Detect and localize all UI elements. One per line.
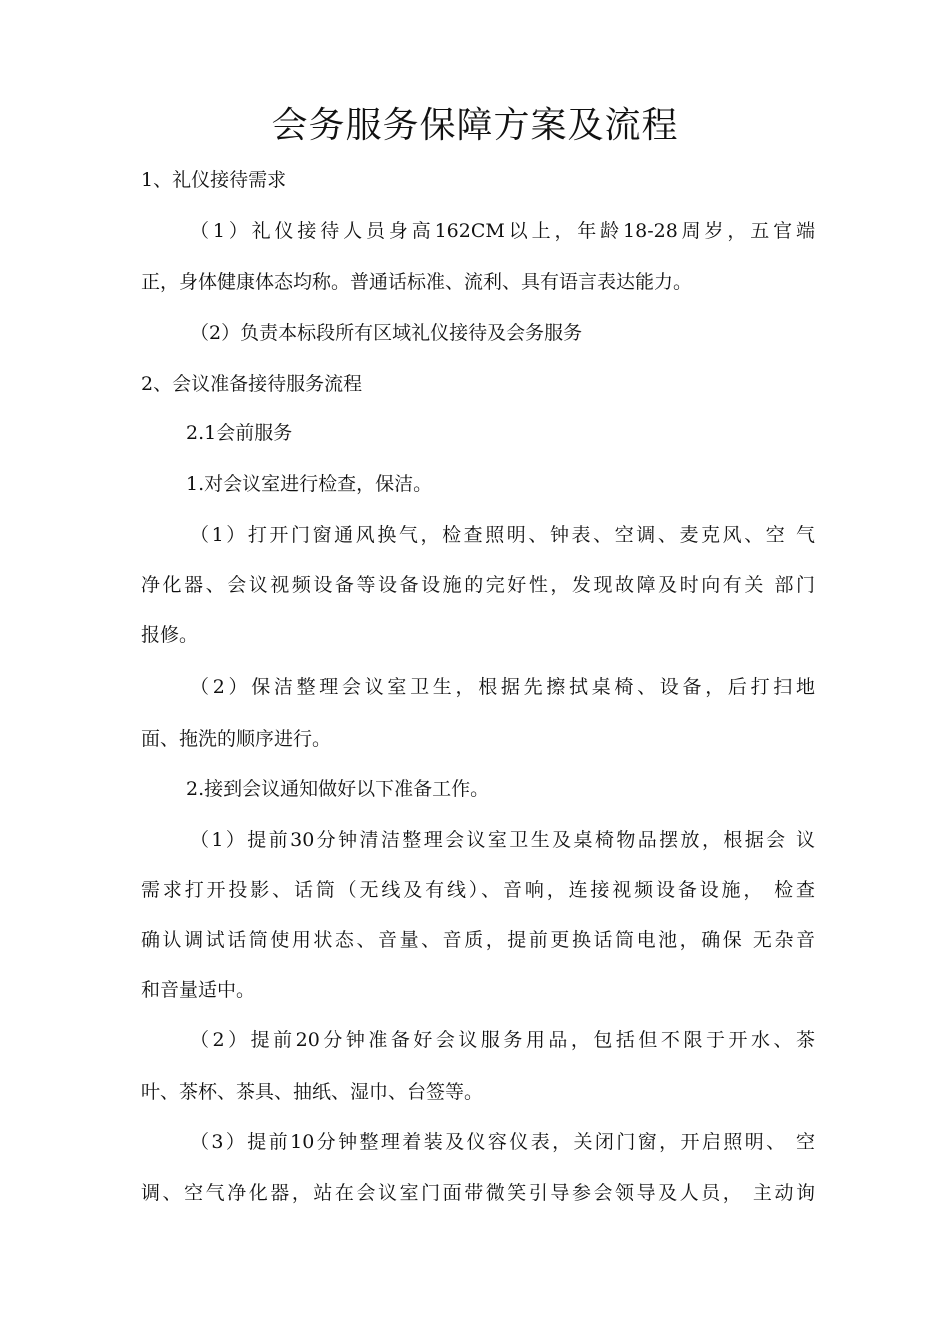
- paragraph-line: 正，身体健康体态均称。普通话标准、流利、具有语言表达能力。: [141, 271, 693, 293]
- paragraph-line: 报修。: [141, 624, 199, 646]
- paragraph-line: 面、拖洗的顺序进行。: [141, 728, 332, 750]
- item-heading: 1.对会议室进行检查，保洁。: [186, 473, 433, 495]
- paragraph-line: 和音量适中。: [141, 979, 256, 1001]
- paragraph-line: 叶、茶杯、茶具、抽纸、湿巾、台签等。: [141, 1081, 484, 1103]
- paragraph-line: （2）负责本标段所有区域礼仪接待及会务服务: [190, 322, 583, 344]
- paragraph-line: 调、空气净化器，站在会议室门面带微笑引导参会领导及人员， 主动询: [141, 1182, 815, 1204]
- section-heading-1: 1、礼仪接待需求: [141, 169, 287, 191]
- section-heading-2: 2、会议准备接待服务流程: [141, 373, 363, 395]
- paragraph-line: （2）保洁整理会议室卫生，根据先擦拭桌椅、设备，后打扫地: [190, 676, 815, 698]
- subsection-heading: 2.1会前服务: [186, 422, 293, 444]
- paragraph-line: （3）提前10分钟整理着装及仪容仪表，关闭门窗，开启照明、 空: [190, 1131, 815, 1153]
- item-heading: 2.接到会议通知做好以下准备工作。: [186, 778, 490, 800]
- paragraph-line: （1）提前30分钟清洁整理会议室卫生及桌椅物品摆放，根据会 议: [190, 829, 815, 851]
- paragraph-line: （1）礼仪接待人员身高162CM以上，年龄18-28周岁，五官端: [190, 220, 815, 242]
- paragraph-line: 需求打开投影、话筒（无线及有线）、音响，连接视频设备设施， 检查: [141, 879, 815, 901]
- paragraph-line: 确认调试话筒使用状态、音量、音质，提前更换话筒电池，确保 无杂音: [141, 929, 815, 951]
- paragraph-line: （1）打开门窗通风换气，检查照明、钟表、空调、麦克风、空 气: [190, 524, 815, 546]
- paragraph-line: （2）提前20分钟准备好会议服务用品，包括但不限于开水、茶: [190, 1029, 815, 1051]
- paragraph-line: 净化器、会议视频设备等设备设施的完好性，发现故障及时向有关 部门: [141, 574, 815, 596]
- document-title: 会务服务保障方案及流程: [271, 105, 679, 146]
